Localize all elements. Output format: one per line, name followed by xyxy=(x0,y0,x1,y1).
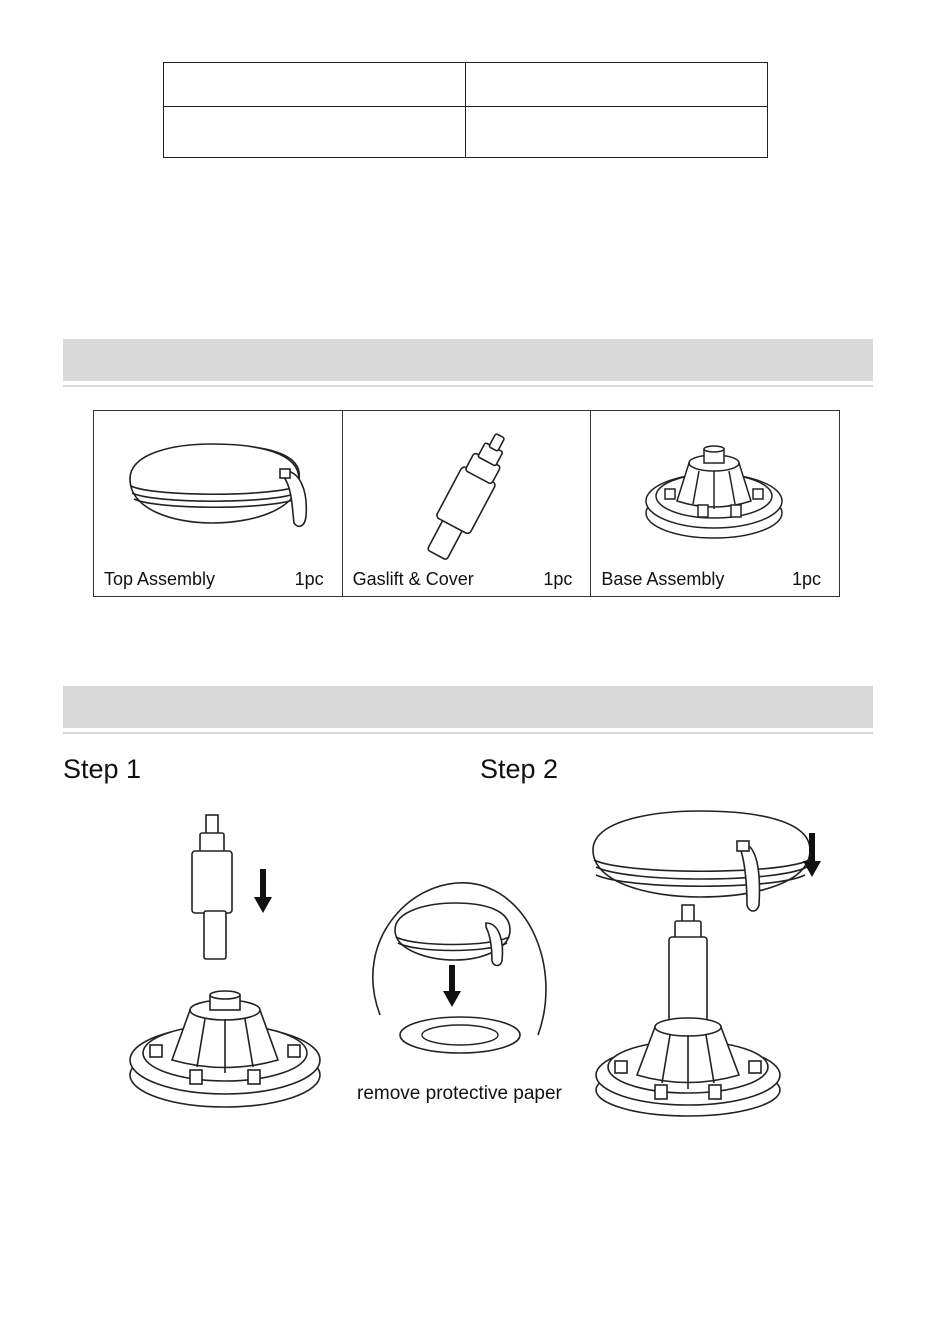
parts-list xyxy=(93,410,840,597)
spec-cell xyxy=(466,63,768,107)
step-2-label: Step 2 xyxy=(480,754,559,784)
step-1-illustration xyxy=(120,805,330,1115)
spec-cell xyxy=(164,107,466,158)
step-1-label: Step 1 xyxy=(63,754,142,784)
step-2-illustration xyxy=(585,805,850,1120)
down-arrow-icon xyxy=(254,869,272,913)
step-2-caption: remove protective paper xyxy=(357,1083,562,1104)
down-arrow-icon xyxy=(443,965,461,1007)
spec-cell xyxy=(164,63,466,107)
part-name: Top Assembly xyxy=(104,569,216,589)
spec-cell xyxy=(466,107,768,158)
part-name: Base Assembly xyxy=(601,569,725,589)
part-qty: 1pc xyxy=(791,569,822,589)
part-base-assembly xyxy=(591,411,839,596)
part-top-assembly xyxy=(94,411,343,596)
section-header-band xyxy=(63,686,873,728)
spec-table xyxy=(163,62,768,158)
part-qty: 1pc xyxy=(294,569,324,589)
part-qty: 1pc xyxy=(543,569,573,589)
step-2-detail-illustration xyxy=(360,875,555,1075)
section-divider xyxy=(63,385,873,387)
section-header-band xyxy=(63,339,873,381)
part-name: Gaslift & Cover xyxy=(352,569,474,589)
part-gaslift-cover xyxy=(343,411,592,596)
section-divider xyxy=(63,732,873,734)
